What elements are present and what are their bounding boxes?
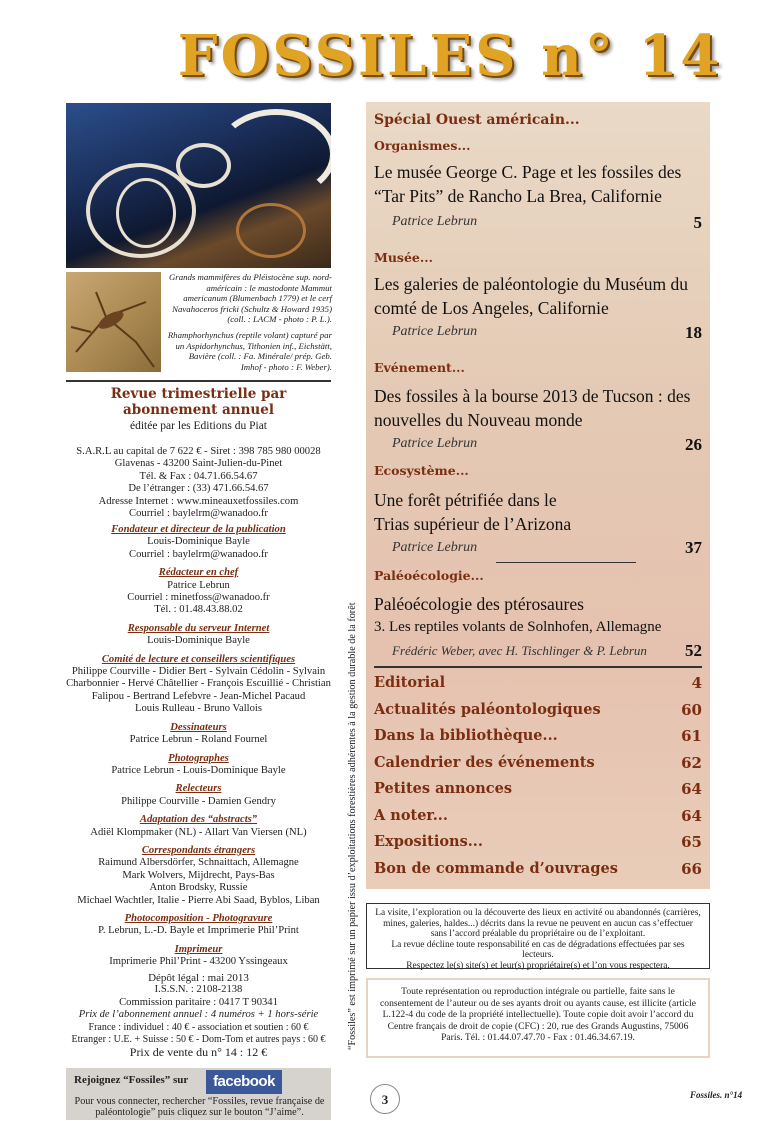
article-author: Patrice Lebrun: [392, 324, 478, 339]
credit-heading: Relecteurs: [175, 783, 222, 795]
article-page: 5: [693, 213, 702, 232]
section-label: Musée...: [374, 250, 433, 265]
credit-line: Patrice Lebrun - Roland Fournel: [129, 734, 268, 746]
legal-line: Etranger : U.E. + Suisse : 50 € - Dom-Tom et autres pays : 60 €: [71, 1034, 326, 1046]
notice-line: La revue décline toute responsabilité en cas de dégradations effectuées par ses lecteurs.: [391, 939, 685, 961]
credit-line: Louis Rulleau - Bruno Vallois: [135, 703, 262, 715]
credit-line: Tél. : 01.48.43.88.02: [154, 604, 243, 616]
credit-heading: Correspondants étrangers: [141, 844, 256, 856]
article-author: Patrice Lebrun: [392, 436, 478, 451]
credit-heading: Fondateur et directeur de la publication: [111, 524, 286, 535]
credit-line: Falipou - Bertrand Lefebvre - Jean-Michel Pacaud: [91, 690, 306, 702]
divider: [374, 666, 702, 668]
article-author: Patrice Lebrun: [392, 214, 478, 229]
section-label: Paléoécologie...: [374, 568, 484, 583]
credit-heading: Imprimeur: [174, 943, 223, 955]
mastodon-photo: [66, 103, 331, 268]
copyright-notice: Toute représentation ou reproduction intégrale ou partielle, faite sans le consentement de l’auteur ou de ses ayants droit ou ayants cause, est illicite (article L.122-4 du code de la propriété intellectuelle). Toute copie doit avoir l’accord du Centre français de droit de copie (CFC) : 20, rue des Grands Augustins, 75006 Paris. Tél. : 01.44.07.47.70 - Fax : 01.46.34.67.19.: [366, 978, 710, 1058]
article-title[interactable]: Des fossiles à la bourse 2013 de Tucson : des nouvelles du Nouveau monde: [374, 386, 691, 430]
paper-note: [345, 190, 363, 1050]
credit-line: Patrice Lebrun - Louis-Dominique Bayle: [111, 764, 286, 776]
credit-line: Michael Wachtler, Italie - Pierre Abi Saad, Byblos, Liban: [77, 894, 320, 906]
credit-heading: Adaptation des “abstracts”: [139, 814, 258, 826]
credit-line: Courriel : minetfoss@wanadoo.fr: [127, 592, 270, 604]
article-page: 18: [685, 323, 702, 342]
price-line: Prix de vente du n° 14 : 12 €: [129, 1045, 268, 1060]
misc-entry[interactable]: Actualités paléontologiques: [374, 700, 601, 718]
special-heading: Spécial Ouest américain...: [374, 112, 580, 128]
misc-entry[interactable]: Calendrier des événements: [374, 753, 595, 771]
credit-line: Philippe Courville - Didier Bert - Sylvain Cédolin - Sylvain: [71, 666, 326, 678]
misc-page: 60: [681, 700, 702, 719]
article-subtitle: 3. Les reptiles volants de Solnhofen, Allemagne: [374, 619, 662, 635]
misc-entry[interactable]: A noter...: [374, 806, 448, 824]
rhamphorhynchus-photo: [66, 272, 161, 372]
misc-entry[interactable]: Petites annonces: [374, 780, 512, 797]
legal-line: Prix de l’abonnement annuel : 4 numéros + 1 hors-série: [78, 1009, 319, 1021]
paper-note-text: “Fossiles” est imprimé sur un papier issu d’exploitations forestières adhérentes à la gestion durable de la forêt: [347, 602, 358, 1050]
credit-line: Patrice Lebrun: [167, 579, 230, 591]
article-page: 37: [685, 538, 702, 557]
detail-line: Tél. & Fax : 04.71.66.54.67: [139, 470, 258, 482]
visit-notice: [366, 903, 710, 969]
misc-page: 64: [681, 780, 702, 798]
credit-line: Adiël Klompmaker (NL) - Allart Van Viersen (NL): [90, 826, 307, 838]
photo2-caption: Rhamphorhynchus (reptile volant) capturé par un Aspidorhynchus, Tithonien inf., Eichstätt, Bavière (coll. : Fa. Minérale/ prép. Geb. Imhof - photo : F. Weber).: [167, 330, 332, 372]
notice-line: La visite, l’exploration ou la découverte des lieux en activité ou abandonnés (carrières, mines, galeries, haldes...) décrits dans la revue ne peuvent en aucun cas s’effectuer sans l’accord préalable du propriétaire ou de l’exploitant.: [375, 908, 701, 940]
credit-line: Courriel : baylelrm@wanadoo.fr: [129, 548, 268, 560]
credit-line: Philippe Courville - Damien Gendry: [121, 795, 276, 807]
divider: [66, 380, 331, 382]
misc-entry[interactable]: Bon de commande d’ouvrages: [374, 859, 618, 877]
magazine-title: FOSSILES n° 14: [177, 23, 723, 89]
article-author: Patrice Lebrun: [392, 540, 478, 555]
credit-line: Louis-Dominique Bayle: [147, 635, 250, 647]
legal-line: I.S.S.N. : 2108-2138: [154, 984, 243, 996]
section-label: Organismes...: [374, 138, 471, 153]
credit-heading: Photocomposition - Photogravure: [124, 912, 273, 924]
facebook-instructions: Pour vous connecter, rechercher “Fossiles, revue française de paléontologie” puis cliquez sur le bouton “J’aime”.: [74, 1096, 325, 1118]
detail-line: Adresse Internet : www.mineauxetfossiles.com: [98, 495, 299, 507]
misc-entry[interactable]: Editorial: [374, 674, 446, 691]
credit-line: Mark Wolvers, Mijdrecht, Pays-Bas: [122, 869, 275, 881]
legal-line: France : individuel : 40 € - association et soutien : 60 €: [88, 1021, 309, 1033]
facebook-banner[interactable]: [66, 1068, 331, 1120]
credit-heading: Responsable du serveur Internet: [127, 622, 270, 634]
divider: [496, 562, 636, 563]
footer-label: Fossiles. n°14: [690, 1090, 743, 1100]
article-page: 26: [685, 435, 702, 454]
credit-line: Charbonnier - Hervé Châtellier - François Escuillié - Christian: [66, 678, 331, 690]
credits-list: [66, 524, 331, 969]
detail-line: S.A.R.L au capital de 7 622 € - Siret : 398 785 980 00028: [76, 446, 321, 457]
legal-line: Commission paritaire : 0417 T 90341: [119, 996, 278, 1008]
facebook-join-text: Rejoignez “Fossiles” sur: [74, 1074, 189, 1086]
misc-page: 64: [681, 806, 702, 825]
article-title[interactable]: Les galeries de paléontologie du Muséum du comté de Los Angeles, Californie: [374, 274, 688, 318]
article-title[interactable]: Paléoécologie des ptérosaures: [374, 594, 584, 614]
credit-heading: Comité de lecture et conseillers scientifiques: [101, 653, 296, 665]
detail-line: De l’étranger : (33) 471.66.54.67: [128, 483, 269, 495]
misc-entry[interactable]: Dans la bibliothèque...: [374, 727, 558, 744]
table-of-contents: [366, 102, 710, 889]
article-author: Frédéric Weber, avec H. Tischlinger & P. Lebrun: [392, 643, 647, 658]
credit-heading: Rédacteur en chef: [158, 567, 239, 579]
credit-line: Imprimerie Phil’Print - 43200 Yssingeaux: [109, 956, 288, 968]
revue-heading: Revue trimestrielle par abonnement annuel: [110, 386, 287, 418]
credit-heading: Photographes: [168, 752, 229, 764]
detail-line: Courriel : baylelrm@wanadoo.fr: [129, 508, 268, 520]
credit-line: P. Lebrun, L.-D. Bayle et Imprimerie Phil’Print: [98, 925, 299, 937]
credit-line: Raimund Albersdörfer, Schnaittach, Allemagne: [98, 857, 299, 869]
legal-line: Dépôt légal : mai 2013: [148, 972, 249, 984]
misc-page: 61: [681, 727, 702, 745]
detail-line: Glavenas - 43200 Saint-Julien-du-Pinet: [114, 458, 283, 470]
facebook-icon[interactable]: facebook: [206, 1070, 282, 1094]
section-label: Evénement...: [374, 360, 465, 375]
photo1-caption: Grands mammifères du Pléistocène sup. nord-américain : le mastodonte Mammut americanum (Blumenbach 1779) et le cerf Navahoceros fricki (Schultz & Howard 1935) (coll. : LACM - photo : P. L.).: [168, 272, 332, 325]
misc-page: 66: [681, 859, 702, 878]
notice-line: Respectez le(s) site(s) et leur(s) propriétaire(s) et l’on vous respectera.: [406, 960, 670, 971]
misc-page: 62: [681, 753, 702, 772]
misc-entry[interactable]: Expositions...: [374, 833, 483, 850]
section-label: Ecosystème...: [374, 463, 469, 478]
page-number: 3: [370, 1084, 400, 1114]
credit-line: Louis-Dominique Bayle: [147, 536, 250, 548]
credit-line: Anton Brodsky, Russie: [149, 882, 248, 894]
misc-page: 4: [691, 674, 702, 692]
publisher-details: [66, 446, 331, 520]
article-title[interactable]: Une forêt pétrifiée dans le Trias supérieur de l’Arizona: [374, 490, 572, 534]
article-title[interactable]: Le musée George C. Page et les fossiles des “Tar Pits” de Rancho La Brea, Californie: [374, 162, 682, 206]
legal-info: [66, 972, 331, 1059]
misc-page: 65: [681, 833, 702, 851]
credit-heading: Dessinateurs: [170, 721, 227, 733]
article-page: 52: [685, 641, 702, 660]
publisher-line: éditée par les Editions du Piat: [129, 420, 267, 432]
